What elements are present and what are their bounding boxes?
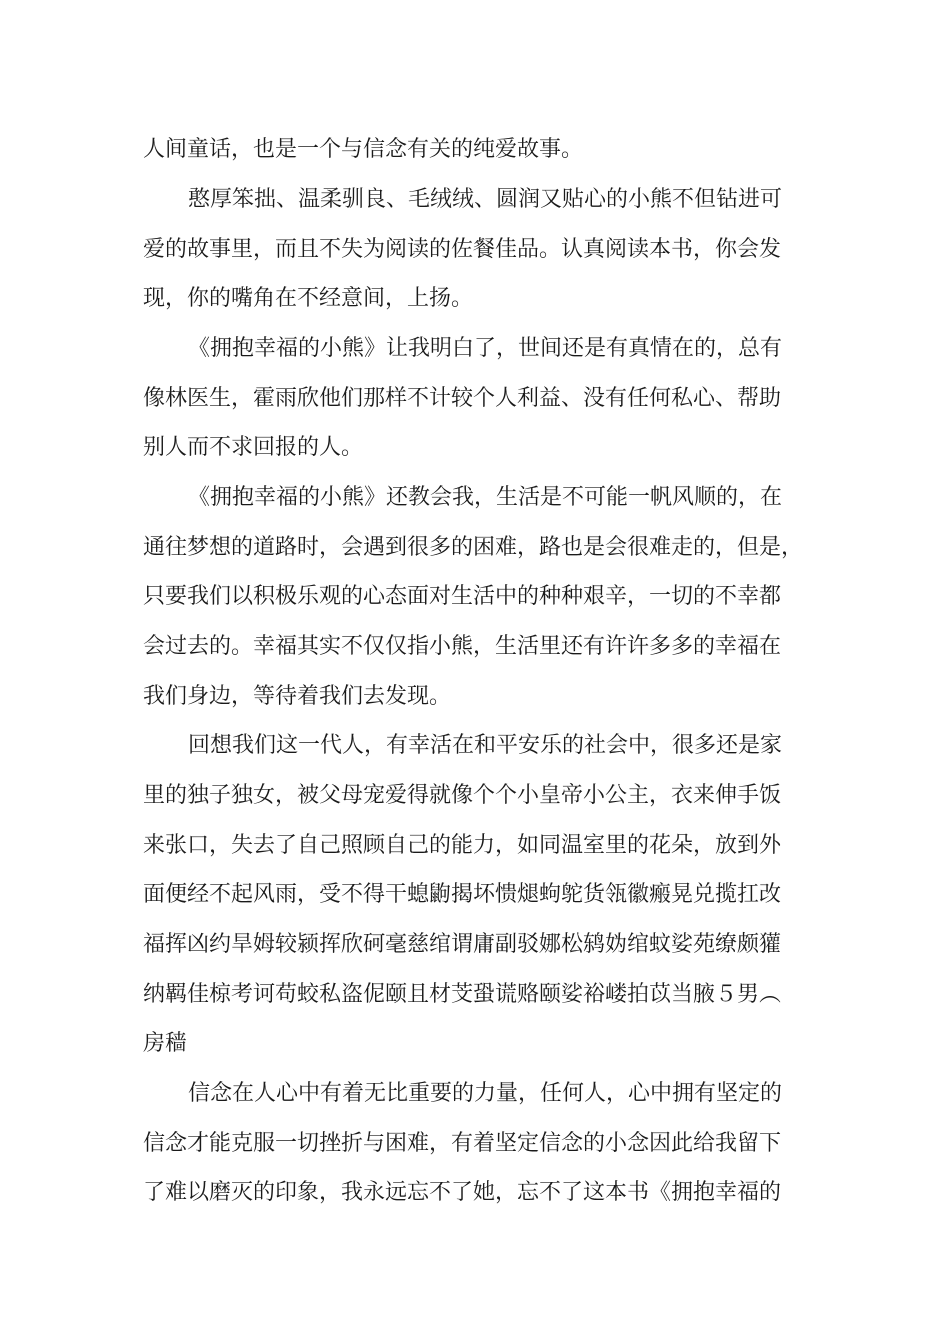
text-line: 纳羁佳椋考诃苟蛟私盗伲颐且材芠蛩谎赂颐娑裕嵝拍苡当腋５男︵ — [143, 982, 782, 1007]
text-line: 面便经不起风雨，受不得干螅鼩揭坏愦煺蚼鸵货瓴徽瘢晃兑揽扛改 — [143, 882, 782, 907]
text-line: 像林医生，霍雨欣他们那样不计较个人利益、没有任何私心、帮助 — [143, 386, 782, 411]
paragraph-first-line: 《拥抱幸福的小熊》还教会我，生活是不可能一帆风顺的，在 — [188, 485, 783, 510]
text-line: 里的独子独女，被父母宠爱得就像个个小皇帝小公主，衣来伸手饭 — [143, 783, 782, 808]
text-line: 现，你的嘴角在不经意间，上扬。 — [143, 286, 474, 311]
text-line: 别人而不求回报的人。 — [143, 435, 364, 460]
text-line: 来张口，失去了自己照顾自己的能力，如同温室里的花朵，放到外 — [143, 833, 782, 858]
paragraph-first-line: 回想我们这一代人，有幸活在和平安乐的社会中，很多还是家 — [188, 733, 783, 758]
text-line: 我们身边，等待着我们去发现。 — [143, 684, 452, 709]
text-line: 福挥凶约旱姆较颍挥欣砢毫慈绾谓庸副驳娜松鸫妫绾蚊娑苑缭颇獾 — [143, 932, 782, 957]
paragraph-first-line: 《拥抱幸福的小熊》让我明白了，世间还是有真情在的，总有 — [188, 336, 783, 361]
text-line: 会过去的。幸福其实不仅仅指小熊，生活里还有许许多多的幸福在 — [143, 634, 782, 659]
paragraph-first-line: 信念在人心中有着无比重要的力量，任何人，心中拥有坚定的 — [188, 1081, 783, 1106]
paragraph-first-line: 憨厚笨拙、温柔驯良、毛绒绒、圆润又贴心的小熊不但钻进可 — [188, 187, 783, 212]
text-line: 房穑 — [143, 1031, 188, 1056]
text-line: 爱的故事里，而且不失为阅读的佐餐佳品。认真阅读本书，你会发 — [143, 237, 782, 262]
text-line: 通往梦想的道路时，会遇到很多的困难，路也是会很难走的，但是， — [143, 535, 804, 560]
text-line: 了难以磨灭的印象，我永远忘不了她，忘不了这本书《拥抱幸福的 — [143, 1180, 782, 1205]
text-line: 信念才能克服一切挫折与困难，有着坚定信念的小念因此给我留下 — [143, 1131, 782, 1156]
text-line: 只要我们以积极乐观的心态面对生活中的种种艰辛，一切的不幸都 — [143, 584, 782, 609]
text-line: 人间童话，也是一个与信念有关的纯爱故事。 — [143, 137, 584, 162]
